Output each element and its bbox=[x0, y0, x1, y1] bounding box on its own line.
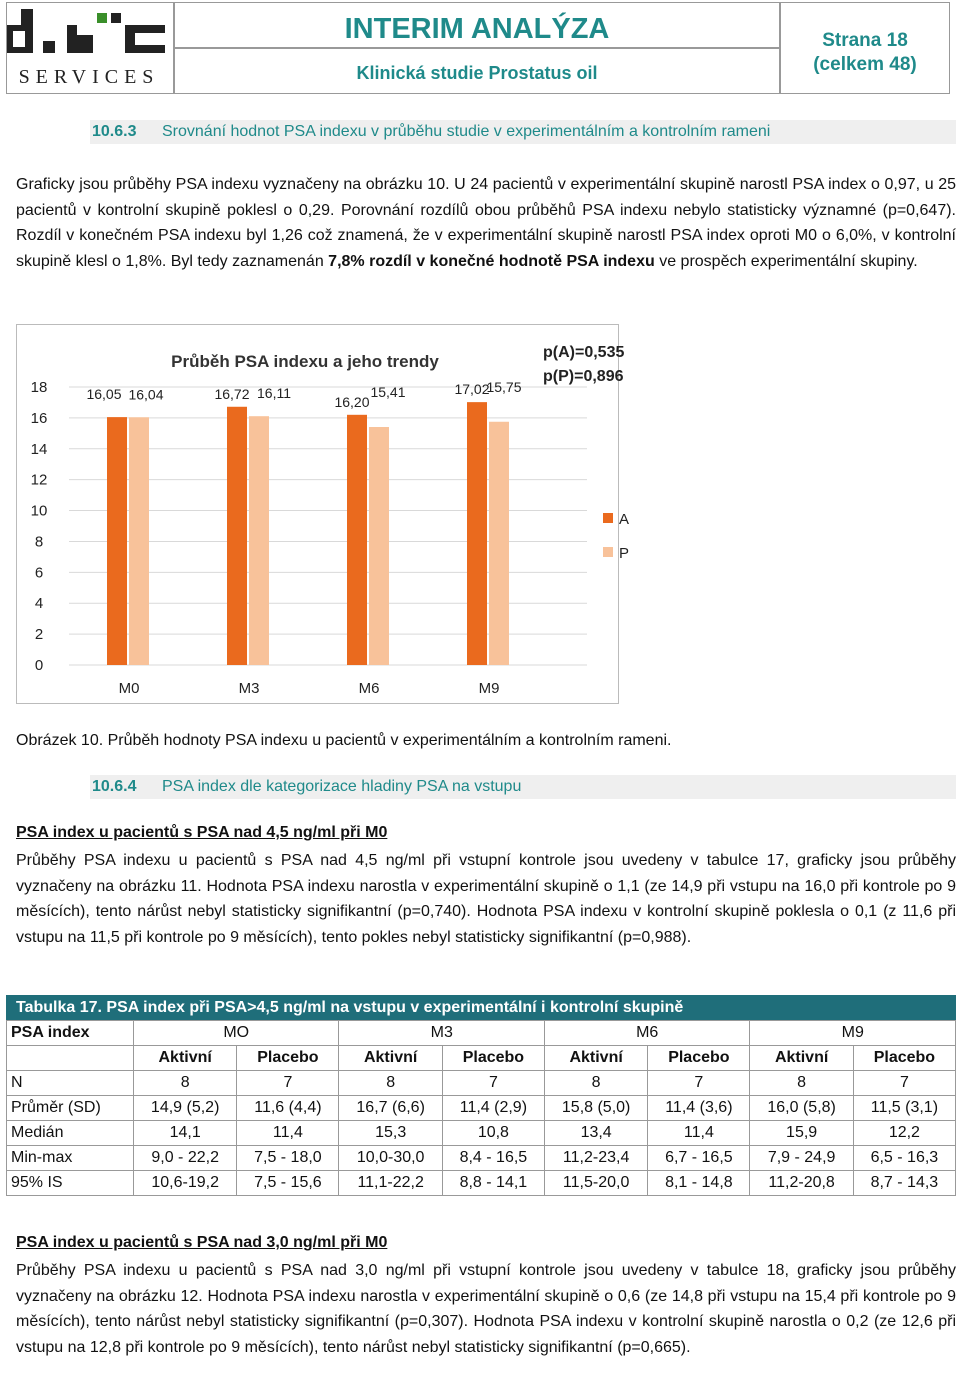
row-label: N bbox=[7, 1071, 134, 1096]
page-current: Strana 18 bbox=[822, 30, 908, 51]
legend-label: P bbox=[619, 545, 630, 562]
table-subheader: Placebo bbox=[853, 1046, 955, 1071]
figure-caption: Obrázek 10. Průběh hodnoty PSA indexu u pacientů v experimentálním a kontrolním rameni. bbox=[16, 732, 672, 749]
table-cell: 8,7 - 14,3 bbox=[853, 1171, 955, 1196]
table-cell: 8,8 - 14,1 bbox=[442, 1171, 544, 1196]
table-cell: 11,4 (3,6) bbox=[648, 1096, 750, 1121]
y-tick-label: 10 bbox=[30, 502, 48, 520]
table-cell: 10,8 bbox=[442, 1121, 544, 1146]
section-title-2: PSA index dle kategorizace hladiny PSA na vstupu bbox=[162, 778, 522, 795]
table-cell: 11,5-20,0 bbox=[544, 1171, 647, 1196]
paragraph-psa-3-0: Průběhy PSA indexu u pacientů s PSA nad 3,0 ng/ml při vstupní kontrole jsou uvedeny v tabulce 18, graficky jsou průběhy vyznačeny na obrázku 12. Hodnota PSA indexu narostla v experimentální skupině o 0,6 (ze 14,8 při vstupu na 15,4 při kontrole po 9 měsících), tento nárůst nebyl statisticky signifikantní (p=0,307). Hodnota PSA indexu v kontrolní skupině narostla o 0,2 (ze 12,6 při vstupu na 12,8 při kontrole po 9 měsících), tento nárůst nebyl statisticky signifikantní (p=0,665). bbox=[16, 1262, 956, 1356]
table-cell-empty bbox=[7, 1046, 134, 1071]
y-tick-label: 6 bbox=[34, 564, 44, 582]
y-tick-label: 2 bbox=[34, 626, 44, 644]
paragraph-psa-4-5: Průběhy PSA indexu u pacientů s PSA nad 4,5 ng/ml při vstupní kontrole jsou uvedeny v tabulce 17, graficky jsou průběhy vyznačeny na obrázku 11. Hodnota PSA indexu narostla v experimentální skupině o 1,1 (ze 14,9 při vstupu na 16,0 při kontrole po 9 měsících), tento nárůst nebyl statisticky signifikantní (p=0,740). Hodnota PSA indexu v kontrolní skupině poklesla o 0,1 (z 11,6 při vstupu na 11,5 při kontrole po 9 měsících), tento pokles nebyl statisticky signifikantní (p=0,988). bbox=[16, 852, 956, 946]
table-cell: 15,9 bbox=[750, 1121, 853, 1146]
header-title-cell bbox=[174, 2, 780, 48]
table-cell: 15,8 (5,0) bbox=[544, 1096, 647, 1121]
table-cell: 8,1 - 14,8 bbox=[648, 1171, 750, 1196]
table-cell: 16,0 (5,8) bbox=[750, 1096, 853, 1121]
table-row bbox=[7, 1121, 956, 1146]
page-number-cell bbox=[780, 2, 950, 94]
table-cell: 13,4 bbox=[544, 1121, 647, 1146]
table-row bbox=[7, 1071, 956, 1096]
company-logo bbox=[7, 3, 173, 93]
table-subheader: Aktivní bbox=[750, 1046, 853, 1071]
table-row bbox=[7, 1171, 956, 1196]
y-tick-label: 0 bbox=[34, 657, 44, 674]
subheading-psa-3-0: PSA index u pacientů s PSA nad 3,0 ng/ml při M0 bbox=[16, 1234, 388, 1251]
table-cell: 10,0-30,0 bbox=[339, 1146, 442, 1171]
x-tick-label: M0 bbox=[118, 680, 140, 697]
subheading-psa-4-5: PSA index u pacientů s PSA nad 4,5 ng/ml při M0 bbox=[16, 824, 388, 841]
logo-cell bbox=[6, 2, 174, 94]
table-cell: 11,5 (3,1) bbox=[853, 1096, 955, 1121]
row-label: 95% IS bbox=[7, 1171, 134, 1196]
table-cell: 8 bbox=[134, 1071, 237, 1096]
table-cell: 7,5 - 15,6 bbox=[237, 1171, 339, 1196]
legend-label: A bbox=[619, 511, 630, 528]
bar-a bbox=[467, 402, 487, 665]
section-number-2: 10.6.4 bbox=[92, 778, 137, 795]
table-subheader: Placebo bbox=[442, 1046, 544, 1071]
paragraph-results bbox=[16, 172, 956, 274]
table-subheader: Aktivní bbox=[339, 1046, 442, 1071]
data-label: 15,41 bbox=[370, 384, 406, 401]
y-tick-label: 16 bbox=[30, 409, 48, 427]
bar-a bbox=[107, 417, 127, 665]
table-cell: 8 bbox=[544, 1071, 647, 1096]
paragraph-bold-text: 7,8% rozdíl v konečné hodnotě PSA indexu bbox=[328, 252, 655, 270]
table-corner: PSA index bbox=[7, 1021, 134, 1046]
table-cell: 8 bbox=[339, 1071, 442, 1096]
table-cell: 11,4 bbox=[648, 1121, 750, 1146]
row-label: Min-max bbox=[7, 1146, 134, 1171]
table-cell: 11,6 (4,4) bbox=[237, 1096, 339, 1121]
table-subheader-row bbox=[7, 1046, 956, 1071]
table-cell: 7 bbox=[442, 1071, 544, 1096]
row-label: Medián bbox=[7, 1121, 134, 1146]
table-cell: 7,5 - 18,0 bbox=[237, 1146, 339, 1171]
x-tick-label: M9 bbox=[478, 680, 500, 697]
data-label: 16,04 bbox=[128, 386, 164, 403]
bar-a bbox=[347, 415, 367, 665]
bar-p bbox=[369, 427, 389, 665]
chart-annotation: p(P)=0,896 bbox=[543, 368, 624, 385]
table-subheader: Placebo bbox=[648, 1046, 750, 1071]
table-row bbox=[7, 1096, 956, 1121]
document-title: INTERIM ANALÝZA bbox=[344, 13, 610, 45]
page-number bbox=[781, 29, 949, 77]
table-group: M9 bbox=[750, 1021, 956, 1046]
table-subheader: Aktivní bbox=[544, 1046, 647, 1071]
logo-text: SERVICES bbox=[18, 66, 160, 88]
bar-a bbox=[227, 407, 247, 665]
chart-container bbox=[16, 324, 630, 704]
table-group: MO bbox=[134, 1021, 339, 1046]
table-cell: 12,2 bbox=[853, 1121, 955, 1146]
paragraph-text: Graficky jsou průběhy PSA indexu vyznačeny na obrázku 10. U 24 pacientů v experimentální skupině narostl PSA index o 0,97, u 25 pacientů v kontrolní skupině poklesl o 0,29. Porovnání rozdílů obou průběhů PSA indexu nebylo statisticky významné (p=0,647). Rozdíl v konečném PSA indexu byl 1,26 což znamená, že v experimentální skupině narostl PSA index oproti M0 o 6,0%, v kontrolní skupině klesl o 1,8%. Byl tedy zaznamenán bbox=[16, 176, 956, 270]
data-label: 17,02 bbox=[454, 381, 490, 398]
bar-p bbox=[129, 417, 149, 665]
table-cell: 7 bbox=[648, 1071, 750, 1096]
header-subtitle-cell bbox=[174, 48, 780, 94]
y-tick-label: 14 bbox=[30, 440, 48, 458]
table-cell: 11,2-20,8 bbox=[750, 1171, 853, 1196]
table-cell: 11,4 (2,9) bbox=[442, 1096, 544, 1121]
table-cell: 8,4 - 16,5 bbox=[442, 1146, 544, 1171]
table-group: M3 bbox=[339, 1021, 544, 1046]
legend-swatch-p bbox=[603, 547, 613, 557]
data-label: 16,05 bbox=[86, 386, 122, 403]
table-group: M6 bbox=[544, 1021, 749, 1046]
x-tick-label: M3 bbox=[238, 680, 260, 697]
table-row bbox=[7, 1146, 956, 1171]
section-title: Srovnání hodnot PSA indexu v průběhu studie v experimentálním a kontrolním rameni bbox=[162, 123, 771, 140]
table-cell: 11,2-23,4 bbox=[544, 1146, 647, 1171]
y-tick-label: 12 bbox=[30, 471, 48, 489]
table-cell: 16,7 (6,6) bbox=[339, 1096, 442, 1121]
table-cell: 14,1 bbox=[134, 1121, 237, 1146]
table-cell: 8 bbox=[750, 1071, 853, 1096]
table-cell: 9,0 - 22,2 bbox=[134, 1146, 237, 1171]
table-cell: 10,6-19,2 bbox=[134, 1171, 237, 1196]
chart-annotation: p(A)=0,535 bbox=[543, 344, 625, 361]
table-header-row bbox=[7, 1021, 956, 1046]
row-label: Průměr (SD) bbox=[7, 1096, 134, 1121]
y-tick-label: 4 bbox=[34, 595, 44, 613]
table-cell: 7,9 - 24,9 bbox=[750, 1146, 853, 1171]
table-cell: 11,1-22,2 bbox=[339, 1171, 442, 1196]
page-total: (celkem 48) bbox=[813, 54, 917, 75]
psa-index-chart bbox=[17, 325, 630, 703]
bar-p bbox=[249, 416, 269, 665]
y-tick-label: 18 bbox=[30, 379, 48, 396]
data-label: 16,72 bbox=[214, 385, 250, 402]
data-label: 16,20 bbox=[334, 393, 370, 410]
table-subheader: Aktivní bbox=[134, 1046, 237, 1071]
table-cell: 15,3 bbox=[339, 1121, 442, 1146]
table-cell: 14,9 (5,2) bbox=[134, 1096, 237, 1121]
table-cell: 6,5 - 16,3 bbox=[853, 1146, 955, 1171]
table-subheader: Placebo bbox=[237, 1046, 339, 1071]
legend-swatch-a bbox=[603, 513, 613, 523]
table-cell: 6,7 - 16,5 bbox=[648, 1146, 750, 1171]
table-caption: Tabulka 17. PSA index při PSA>4,5 ng/ml na vstupu v experimentální i kontrolní skupině bbox=[6, 995, 956, 1020]
y-tick-label: 8 bbox=[34, 533, 44, 551]
section-number: 10.6.3 bbox=[92, 123, 137, 140]
data-label: 16,11 bbox=[257, 385, 291, 402]
x-tick-label: M6 bbox=[358, 680, 380, 697]
table-cell: 11,4 bbox=[237, 1121, 339, 1146]
table-cell: 7 bbox=[853, 1071, 955, 1096]
psa-table bbox=[6, 1020, 956, 1196]
table-cell: 7 bbox=[237, 1071, 339, 1096]
document-subtitle: Klinická studie Prostatus oil bbox=[356, 63, 598, 83]
bar-p bbox=[489, 422, 509, 665]
chart-title: Průběh PSA indexu a jeho trendy bbox=[171, 352, 439, 371]
data-label: 15,75 bbox=[486, 378, 522, 395]
paragraph-text-end: ve prospěch experimentální skupiny. bbox=[654, 252, 918, 270]
